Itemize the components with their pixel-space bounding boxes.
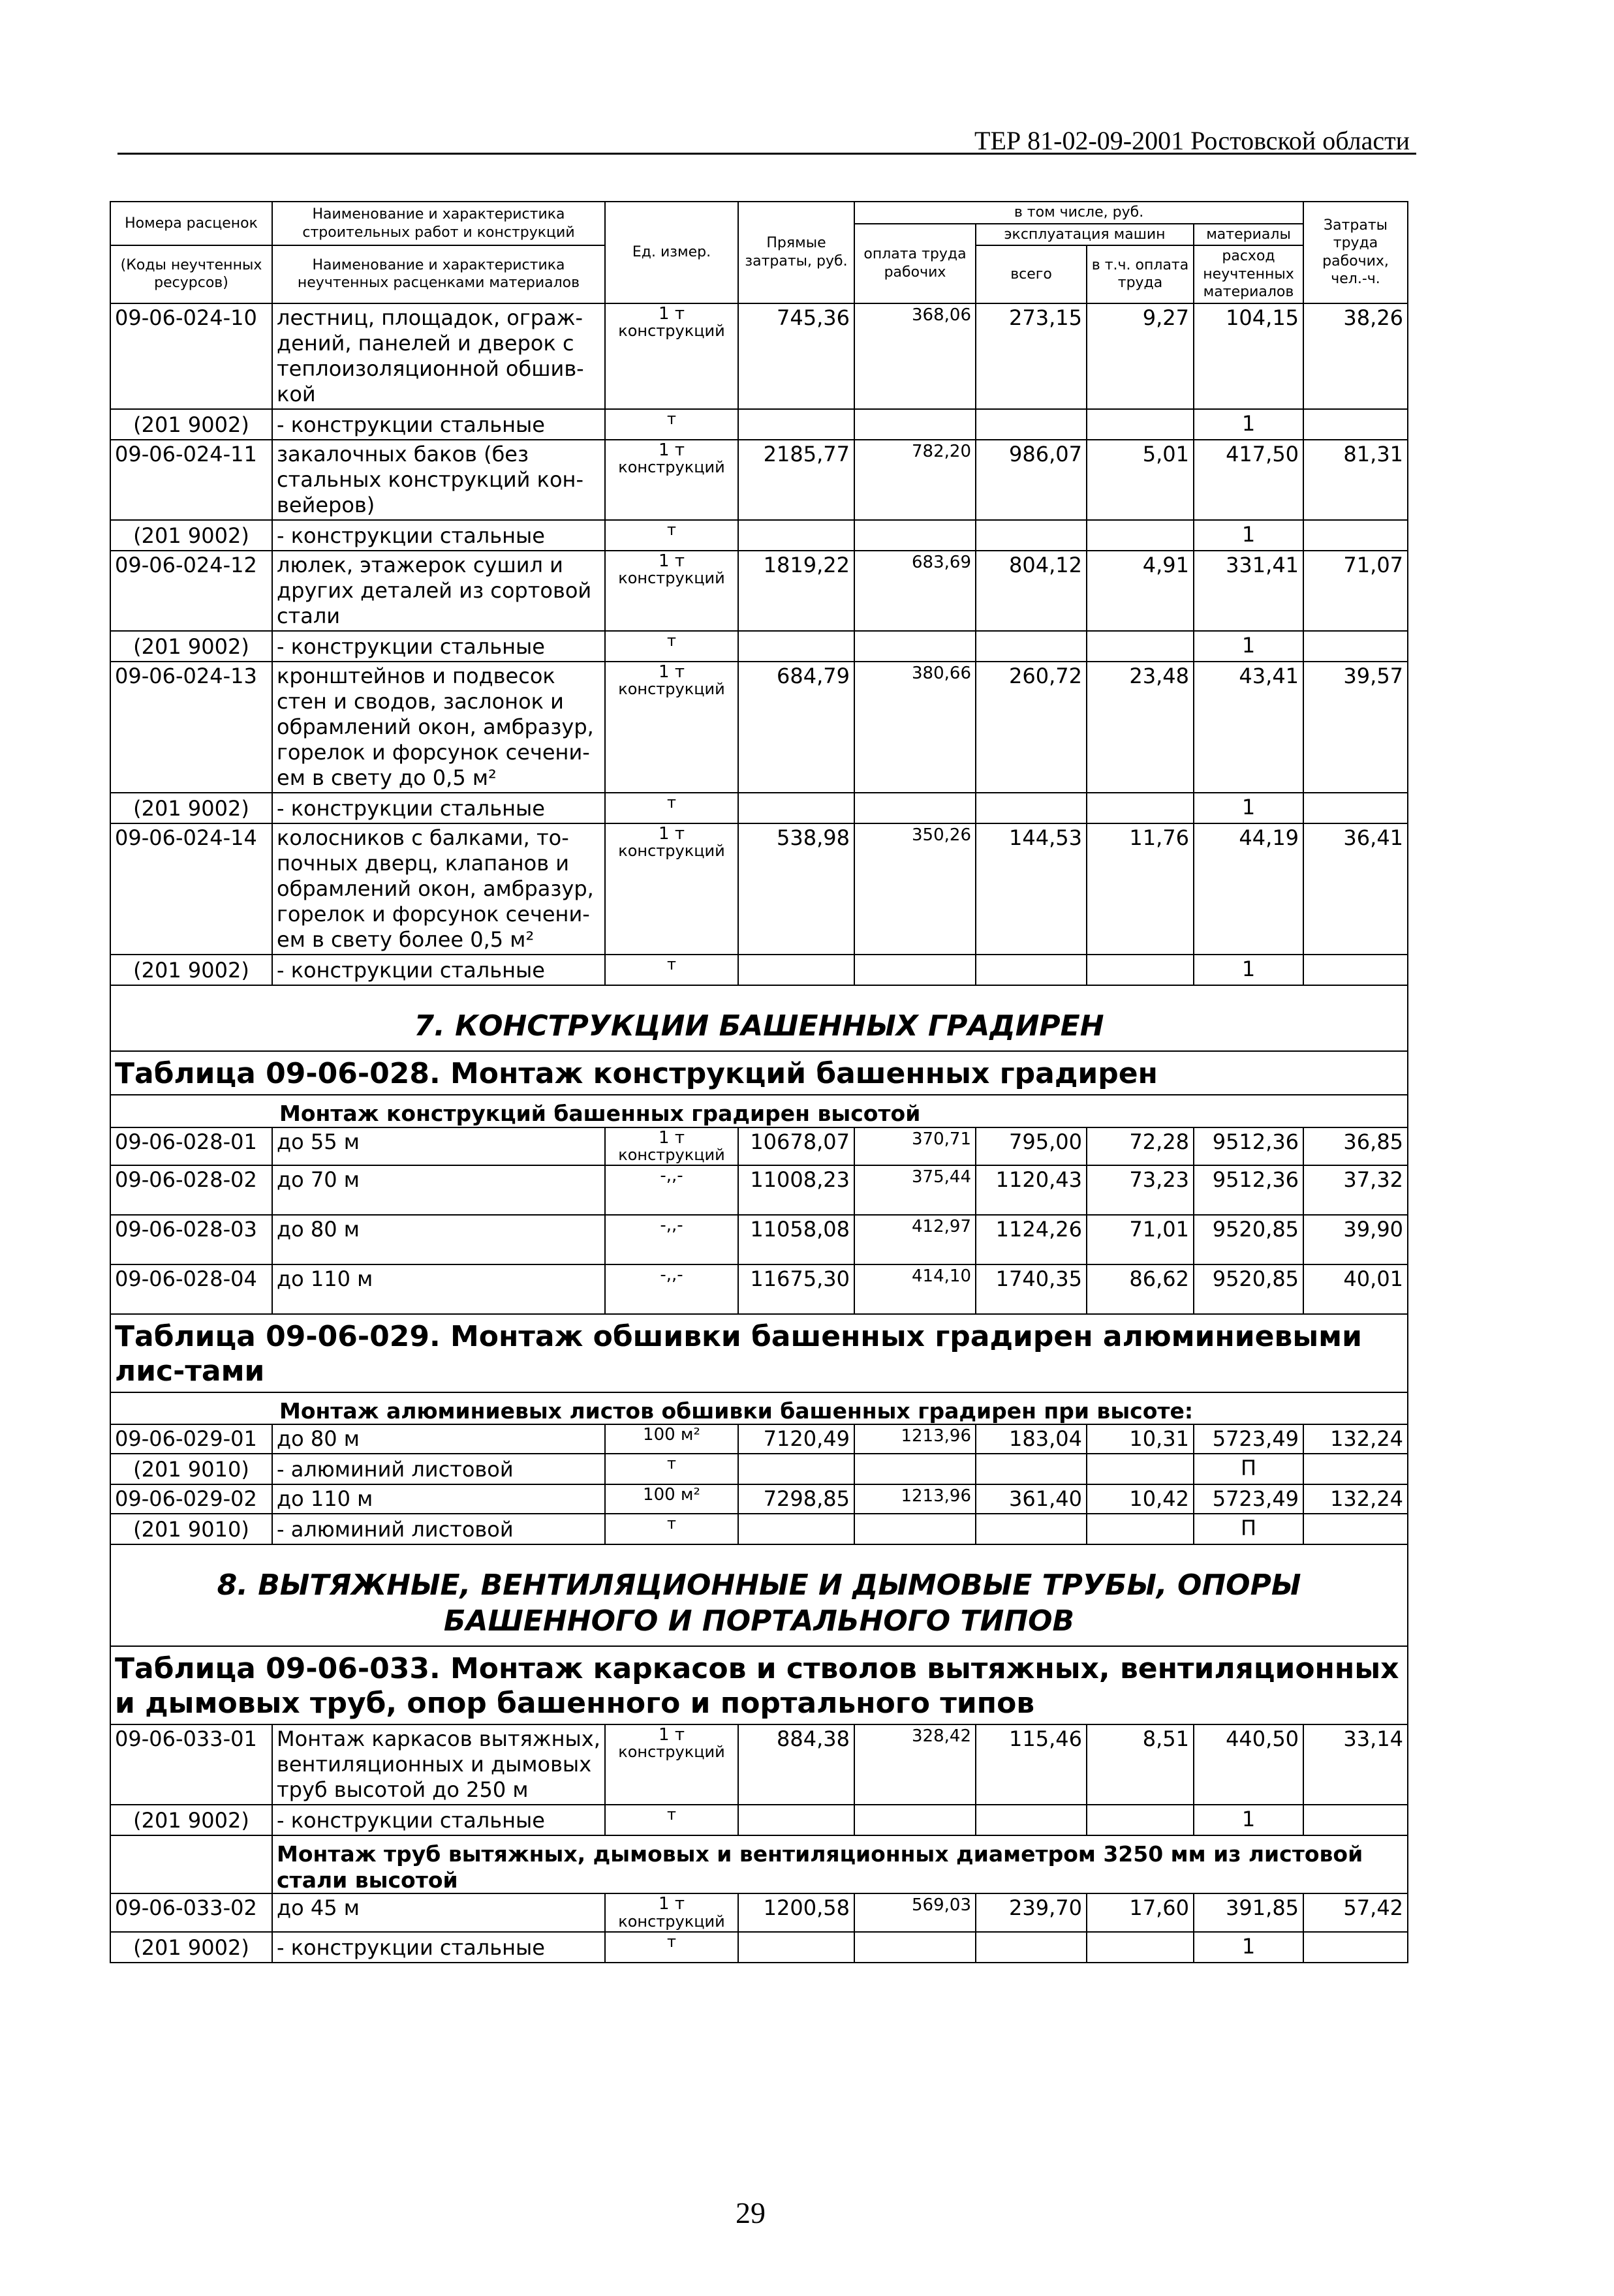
col-header-wage: оплата труда рабочих [854,224,976,303]
direct-cost: 11058,08 [738,1215,854,1264]
resource-name: - конструкции стальные [272,520,605,551]
resource-unit: т [605,1932,738,1963]
direct-cost: 2185,77 [738,440,854,520]
rate-code: 09-06-029-01 [110,1424,272,1454]
rate-name: до 110 м [272,1484,605,1514]
machine-wage: 9,27 [1087,303,1194,409]
material-cost: 9520,85 [1194,1215,1303,1264]
resource-code: (201 9002) [110,1805,272,1835]
machine-wage: 4,91 [1087,551,1194,631]
col-header-unit: Ед. измер. [605,202,738,303]
machine-cost: 144,53 [976,823,1087,955]
resource-qty: П [1194,1514,1303,1544]
resource-unit: т [605,1805,738,1835]
material-cost: 43,41 [1194,662,1303,793]
machine-cost: 239,70 [976,1893,1087,1931]
wage-cost: 414,10 [854,1264,976,1314]
rate-code: 09-06-033-01 [110,1724,272,1805]
labor-hours: 57,42 [1303,1893,1408,1931]
resource-qty: 1 [1194,409,1303,440]
rate-name: до 110 м [272,1264,605,1314]
unit-line-1: -,,- [660,1216,683,1236]
resource-qty: 1 [1194,955,1303,985]
rate-code: 09-06-028-01 [110,1127,272,1165]
rate-code: 09-06-024-14 [110,823,272,955]
labor-hours: 81,31 [1303,440,1408,520]
resource-name: - конструкции стальные [272,1932,605,1963]
labor-hours: 36,41 [1303,823,1408,955]
resource-name: - конструкции стальные [272,409,605,440]
machine-cost: 361,40 [976,1484,1087,1514]
direct-cost: 745,36 [738,303,854,409]
wage-cost: 375,44 [854,1165,976,1215]
labor-hours: 33,14 [1303,1724,1408,1805]
rate-unit [605,1165,738,1215]
resource-unit: т [605,793,738,823]
resource-qty: 1 [1194,1805,1303,1835]
material-cost: 9512,36 [1194,1165,1303,1215]
labor-hours: 37,32 [1303,1165,1408,1215]
rate-unit [605,1215,738,1264]
col-header-mach-wage: в т.ч. оплата труда [1087,245,1194,303]
rate-unit [605,823,738,955]
material-cost: 331,41 [1194,551,1303,631]
material-cost: 440,50 [1194,1724,1303,1805]
rate-unit [605,1127,738,1165]
material-cost: 44,19 [1194,823,1303,955]
table-title: Таблица 09-06-028. Монтаж конструкций башенных градирен [110,1051,1408,1095]
rate-code: 09-06-024-12 [110,551,272,631]
rate-code: 09-06-024-11 [110,440,272,520]
resource-unit: т [605,409,738,440]
machine-wage: 10,31 [1087,1424,1194,1454]
unit-line-2: конструкций [618,1145,725,1164]
col-header-labor: Затраты труда рабочих, чел.-ч. [1303,202,1408,303]
machine-wage: 86,62 [1087,1264,1194,1314]
unit-line-2: конструкций [618,569,725,588]
resource-name: - конструкции стальные [272,1805,605,1835]
rate-name: Монтаж каркасов вытяжных, вентиляционных и дымовых труб высотой до 250 м [272,1724,605,1805]
direct-cost: 11008,23 [738,1165,854,1215]
wage-cost: 350,26 [854,823,976,955]
rate-unit [605,440,738,520]
unit-line-1: 100 м² [643,1425,700,1445]
rate-unit [605,1724,738,1805]
resource-code: (201 9010) [110,1514,272,1544]
unit-line-1: 1 т [659,1127,685,1148]
table-title: Таблица 09-06-033. Монтаж каркасов и стволов вытяжных, вентиляционных и дымовых труб, опор башенного и портального типов [110,1646,1408,1724]
unit-line-2: конструкций [618,457,725,476]
rate-name: до 70 м [272,1165,605,1215]
labor-hours: 71,07 [1303,551,1408,631]
resource-code: (201 9002) [110,793,272,823]
resource-code: (201 9002) [110,1932,272,1963]
col-header-name: Наименование и характеристика строительных работ и конструкций [272,202,605,245]
wage-cost: 328,42 [854,1724,976,1805]
machine-cost: 986,07 [976,440,1087,520]
labor-hours: 40,01 [1303,1264,1408,1314]
unit-line-2: конструкций [618,680,725,699]
unit-line-1: 1 т [659,551,685,571]
unit-line-1: 1 т [659,440,685,460]
table-title: Таблица 09-06-029. Монтаж обшивки башенных градирен алюминиевыми лис-тами [110,1314,1408,1392]
labor-hours: 132,24 [1303,1424,1408,1454]
direct-cost: 684,79 [738,662,854,793]
wage-cost: 380,66 [854,662,976,793]
col-header-incl: в том числе, руб. [854,202,1303,224]
direct-cost: 7298,85 [738,1484,854,1514]
machine-wage: 11,76 [1087,823,1194,955]
rate-name: до 80 м [272,1424,605,1454]
unit-line-1: -,,- [660,1166,683,1186]
direct-cost: 11675,30 [738,1264,854,1314]
section-title: 8. ВЫТЯЖНЫЕ, ВЕНТИЛЯЦИОННЫЕ И ДЫМОВЫЕ ТРУБЫ, ОПОРЫ БАШЕННОГО И ПОРТАЛЬНОГО ТИПОВ [110,1544,1408,1646]
resource-name: - алюминий листовой [272,1454,605,1484]
machine-cost: 260,72 [976,662,1087,793]
wage-cost: 683,69 [854,551,976,631]
material-cost: 9512,36 [1194,1127,1303,1165]
machine-wage: 8,51 [1087,1724,1194,1805]
machine-cost: 795,00 [976,1127,1087,1165]
rate-name: до 55 м [272,1127,605,1165]
rate-code: 09-06-028-04 [110,1264,272,1314]
machine-wage: 17,60 [1087,1893,1194,1931]
resource-unit: т [605,520,738,551]
col-header-direct: Прямые затраты, руб. [738,202,854,303]
machine-cost: 1124,26 [976,1215,1087,1264]
rate-name: лестниц, площадок, ограж-дений, панелей и дверок с теплоизоляционной обшив-кой [272,303,605,409]
resource-name: - конструкции стальные [272,955,605,985]
rate-unit [605,1893,738,1931]
labor-hours: 39,90 [1303,1215,1408,1264]
direct-cost: 538,98 [738,823,854,955]
unit-line-1: 100 м² [643,1485,700,1505]
rate-code: 09-06-024-13 [110,662,272,793]
resource-name: - конструкции стальные [272,631,605,662]
material-cost: 5723,49 [1194,1424,1303,1454]
machine-cost: 273,15 [976,303,1087,409]
group-title: Монтаж алюминиевых листов обшивки башенных градирен при высоте: [110,1392,1408,1425]
labor-hours: 39,57 [1303,662,1408,793]
wage-cost: 368,06 [854,303,976,409]
resource-qty: 1 [1194,1932,1303,1963]
unit-line-1: -,,- [660,1265,683,1285]
rates-table [110,201,1408,1963]
rate-name: кронштейнов и подвесок стен и сводов, заслонок и обрамлений окон, амбразур, горелок и форсунок сечени-ем в свету до 0,5 м² [272,662,605,793]
machine-cost: 1740,35 [976,1264,1087,1314]
unit-line-2: конструкций [618,1743,725,1762]
col-header-materials: материалы [1194,224,1303,246]
rate-code: 09-06-029-02 [110,1484,272,1514]
machine-cost: 115,46 [976,1724,1087,1805]
machine-cost: 1120,43 [976,1165,1087,1215]
resource-qty: П [1194,1454,1303,1484]
page-number: 29 [736,2196,766,2229]
rate-code: 09-06-024-10 [110,303,272,409]
resource-code: (201 9002) [110,409,272,440]
wage-cost: 569,03 [854,1893,976,1931]
machine-cost: 804,12 [976,551,1087,631]
material-cost: 104,15 [1194,303,1303,409]
resource-unit: т [605,955,738,985]
group-title: Монтаж конструкций башенных градирен высотой [110,1095,1408,1127]
rate-unit [605,662,738,793]
resource-qty: 1 [1194,520,1303,551]
machine-cost: 183,04 [976,1424,1087,1454]
col-header-code: Номера расценок [110,202,272,245]
material-cost: 417,50 [1194,440,1303,520]
machine-wage: 10,42 [1087,1484,1194,1514]
material-cost: 391,85 [1194,1893,1303,1931]
wage-cost: 1213,96 [854,1424,976,1454]
direct-cost: 10678,07 [738,1127,854,1165]
resource-code: (201 9002) [110,520,272,551]
resource-unit: т [605,1454,738,1484]
resource-code: (201 9002) [110,631,272,662]
rate-unit [605,303,738,409]
unit-line-1: 1 т [659,662,685,682]
direct-cost: 1819,22 [738,551,854,631]
labor-hours: 36,85 [1303,1127,1408,1165]
direct-cost: 884,38 [738,1724,854,1805]
material-cost: 5723,49 [1194,1484,1303,1514]
machine-wage: 71,01 [1087,1215,1194,1264]
machine-wage: 72,28 [1087,1127,1194,1165]
direct-cost: 7120,49 [738,1424,854,1454]
rate-unit [605,1484,738,1514]
rate-unit [605,551,738,631]
col-header-machines: эксплуатация машин [976,224,1194,246]
rate-name: люлек, этажерок сушил и других деталей из сортовой стали [272,551,605,631]
resource-name: - конструкции стальные [272,793,605,823]
col-header-name-res: Наименование и характеристика неучтенных расценками материалов [272,245,605,303]
resource-qty: 1 [1194,793,1303,823]
rate-code: 09-06-033-02 [110,1893,272,1931]
rate-code: 09-06-028-03 [110,1215,272,1264]
resource-unit: т [605,1514,738,1544]
unit-line-2: конструкций [618,842,725,861]
rate-name: закалочных баков (без стальных конструкций кон-вейеров) [272,440,605,520]
wage-cost: 412,97 [854,1215,976,1264]
rate-name: до 80 м [272,1215,605,1264]
unit-line-1: 1 т [659,1894,685,1914]
resource-code: (201 9002) [110,955,272,985]
labor-hours: 38,26 [1303,303,1408,409]
unit-line-1: 1 т [659,1725,685,1745]
wage-cost: 782,20 [854,440,976,520]
material-cost: 9520,85 [1194,1264,1303,1314]
resource-code: (201 9010) [110,1454,272,1484]
col-header-code-res: (Коды неучтенных ресурсов) [110,245,272,303]
unit-line-1: 1 т [659,824,685,844]
col-header-mat-unaccounted: расход неучтенных материалов [1194,245,1303,303]
wage-cost: 1213,96 [854,1484,976,1514]
rate-unit [605,1424,738,1454]
col-header-mach-total: всего [976,245,1087,303]
wage-cost: 370,71 [854,1127,976,1165]
resource-unit: т [605,631,738,662]
unit-line-2: конструкций [618,1912,725,1931]
rate-name: до 45 м [272,1893,605,1931]
section-title: 7. КОНСТРУКЦИИ БАШЕННЫХ ГРАДИРЕН [110,985,1408,1051]
document-header: ТЕР 81-02-09-2001 Ростовской области [974,126,1410,155]
header-rule [117,153,1416,155]
labor-hours: 132,24 [1303,1484,1408,1514]
group-title: Монтаж труб вытяжных, дымовых и вентиляционных диаметром 3250 мм из листовой стали высотой [272,1835,1408,1893]
rate-unit [605,1264,738,1314]
unit-line-2: конструкций [618,321,725,340]
rate-name: колосников с балками, то-почных дверц, клапанов и обрамлений окон, амбразур, горелок и форсунок сечени-ем в свету более 0,5 м² [272,823,605,955]
unit-line-1: 1 т [659,303,685,324]
resource-qty: 1 [1194,631,1303,662]
resource-name: - алюминий листовой [272,1514,605,1544]
machine-wage: 73,23 [1087,1165,1194,1215]
machine-wage: 5,01 [1087,440,1194,520]
machine-wage: 23,48 [1087,662,1194,793]
direct-cost: 1200,58 [738,1893,854,1931]
rate-code: 09-06-028-02 [110,1165,272,1215]
